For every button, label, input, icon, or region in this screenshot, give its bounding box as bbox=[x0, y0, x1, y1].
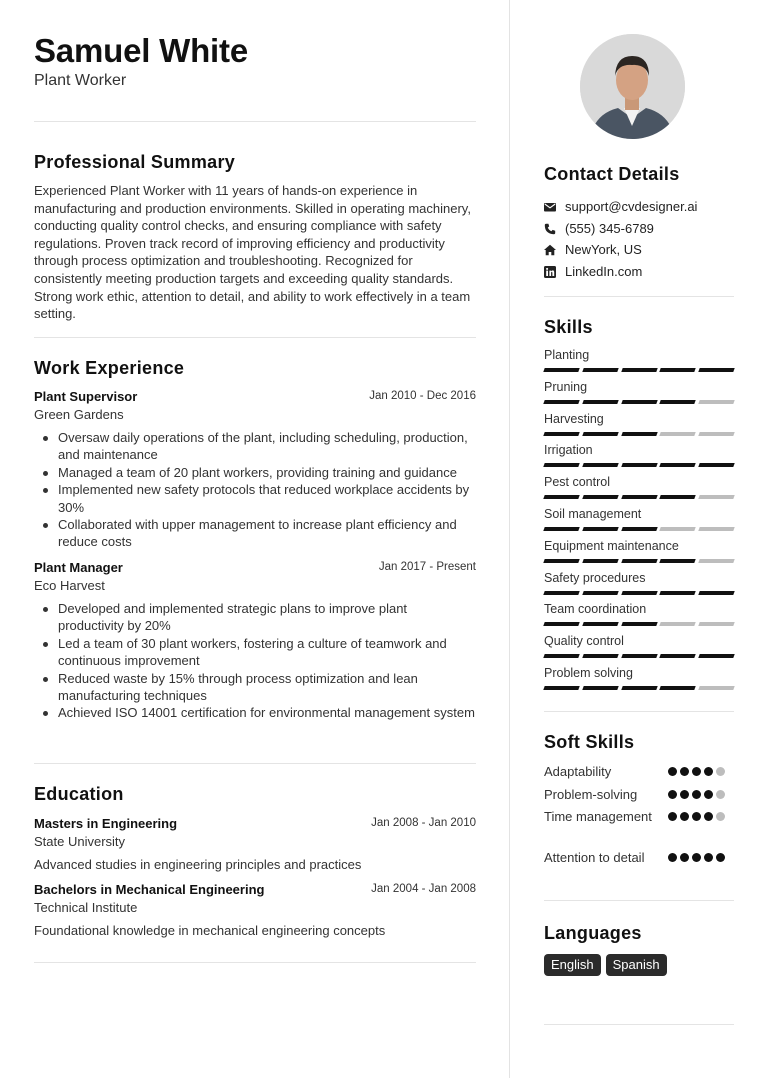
skill-level-bar bbox=[544, 686, 734, 690]
soft-skills-title: Soft Skills bbox=[544, 732, 635, 752]
skill-level-segment bbox=[621, 432, 657, 436]
skill-level-segment bbox=[660, 591, 696, 595]
contact-phone[interactable] bbox=[544, 220, 734, 240]
rating-dot bbox=[716, 767, 725, 776]
job-entry bbox=[34, 388, 476, 551]
skill-level-bar bbox=[544, 463, 734, 467]
skill-name: Harvesting bbox=[544, 411, 604, 426]
skill-name: Planting bbox=[544, 348, 590, 362]
soft-skill-item bbox=[544, 808, 734, 826]
contact-email[interactable] bbox=[544, 198, 734, 218]
rating-dot bbox=[704, 790, 713, 799]
column-divider bbox=[509, 0, 510, 1078]
job-bullet: Developed and implemented strategic plans to improve plant productivity by 20% bbox=[58, 600, 476, 635]
candidate-name: Samuel White bbox=[34, 32, 248, 69]
skill-level-segment bbox=[621, 400, 657, 404]
skill-level-segment bbox=[582, 432, 618, 436]
skill-item bbox=[544, 379, 734, 411]
skill-level-bar bbox=[544, 527, 734, 531]
skill-level-segment bbox=[660, 432, 696, 436]
skill-level-segment bbox=[621, 654, 657, 658]
education-dates: Jan 2008 - Jan 2010 bbox=[371, 817, 476, 829]
skill-level-segment bbox=[698, 527, 734, 531]
skill-level-segment bbox=[582, 559, 618, 563]
rating-dot bbox=[668, 853, 677, 862]
skill-level-segment bbox=[621, 686, 657, 690]
rating-dot bbox=[668, 767, 677, 776]
job-bullet: Managed a team of 20 plant workers, providing training and guidance bbox=[58, 464, 476, 481]
rating-dot bbox=[704, 767, 713, 776]
skill-level-segment bbox=[582, 527, 618, 531]
skill-level-segment bbox=[660, 559, 696, 563]
skill-level-segment bbox=[660, 686, 696, 690]
skill-level-segment bbox=[543, 400, 579, 404]
soft-skill-rating bbox=[668, 767, 725, 776]
languages-list bbox=[544, 954, 667, 976]
skill-level-segment bbox=[543, 432, 579, 436]
language-chip: English bbox=[544, 954, 601, 976]
skill-level-segment bbox=[543, 559, 579, 563]
skill-name: Problem solving bbox=[544, 666, 633, 680]
job-title: Plant Supervisor bbox=[34, 389, 138, 404]
skill-item bbox=[544, 570, 734, 602]
envelope-icon bbox=[544, 201, 556, 213]
skill-level-segment bbox=[621, 622, 657, 626]
education-description: Advanced studies in engineering principles and practices bbox=[34, 857, 362, 872]
languages-title: Languages bbox=[544, 923, 642, 943]
degree: Bachelors in Mechanical Engineering bbox=[34, 882, 265, 897]
rating-dot bbox=[692, 853, 701, 862]
skill-name: Irrigation bbox=[544, 443, 593, 458]
job-company: Eco Harvest bbox=[34, 578, 105, 593]
education-entry bbox=[34, 815, 476, 873]
soft-skill-item bbox=[544, 763, 734, 781]
soft-skill-rating bbox=[668, 790, 725, 799]
rating-dot bbox=[704, 853, 713, 862]
job-company: Green Gardens bbox=[34, 407, 124, 422]
soft-skill-rating bbox=[668, 853, 725, 862]
education-entry bbox=[34, 881, 476, 939]
skill-level-segment bbox=[543, 495, 579, 499]
contact-location bbox=[544, 241, 734, 261]
summary-title: Professional Summary bbox=[34, 152, 236, 172]
soft-skill-name: Time management bbox=[544, 809, 652, 824]
soft-skill-item bbox=[544, 786, 734, 804]
skill-level-segment bbox=[698, 654, 734, 658]
skill-level-segment bbox=[698, 495, 734, 499]
education-dates: Jan 2004 - Jan 2008 bbox=[371, 883, 476, 895]
skill-level-segment bbox=[698, 591, 734, 595]
profile-photo bbox=[580, 34, 685, 139]
person-portrait-icon bbox=[580, 34, 685, 139]
school: State University bbox=[34, 834, 126, 849]
soft-skill-item bbox=[544, 849, 734, 867]
degree: Masters in Engineering bbox=[34, 816, 178, 831]
rating-dot bbox=[716, 812, 725, 821]
skills-title: Skills bbox=[544, 317, 593, 337]
skill-level-bar bbox=[544, 559, 734, 563]
job-bullets bbox=[34, 429, 476, 551]
divider bbox=[544, 900, 734, 901]
skill-name: Pruning bbox=[544, 379, 588, 394]
skill-level-bar bbox=[544, 654, 734, 658]
job-bullets bbox=[34, 600, 476, 722]
job-bullet: Oversaw daily operations of the plant, including scheduling, production, and maintenance bbox=[58, 429, 476, 464]
skill-level-segment bbox=[621, 463, 657, 467]
skill-level-segment bbox=[660, 654, 696, 658]
rating-dot bbox=[716, 790, 725, 799]
rating-dot bbox=[680, 767, 689, 776]
divider bbox=[544, 296, 734, 297]
skill-level-segment bbox=[582, 654, 618, 658]
skill-level-bar bbox=[544, 432, 734, 436]
job-title: Plant Manager bbox=[34, 560, 123, 575]
rating-dot bbox=[680, 853, 689, 862]
divider bbox=[544, 711, 734, 712]
job-dates: Jan 2010 - Dec 2016 bbox=[369, 390, 476, 402]
skill-level-bar bbox=[544, 622, 734, 626]
skill-level-segment bbox=[660, 400, 696, 404]
skill-level-segment bbox=[582, 686, 618, 690]
rating-dot bbox=[680, 812, 689, 821]
soft-skill-rating bbox=[668, 812, 725, 821]
skill-level-segment bbox=[621, 495, 657, 499]
linkedin-icon bbox=[544, 266, 556, 278]
skill-level-segment bbox=[543, 686, 579, 690]
soft-skill-name: Attention to detail bbox=[544, 850, 645, 865]
skill-item bbox=[544, 411, 734, 443]
skill-name: Safety procedures bbox=[544, 570, 646, 585]
rating-dot bbox=[680, 790, 689, 799]
skill-level-segment bbox=[543, 463, 579, 467]
job-bullet: Collaborated with upper management to increase plant efficiency and reduce costs bbox=[58, 516, 476, 551]
phone-icon bbox=[544, 223, 556, 235]
skill-level-segment bbox=[621, 559, 657, 563]
skill-item bbox=[544, 442, 734, 474]
job-entry bbox=[34, 559, 476, 722]
skill-level-segment bbox=[621, 527, 657, 531]
rating-dot bbox=[692, 790, 701, 799]
skill-level-segment bbox=[582, 495, 618, 499]
rating-dot bbox=[704, 812, 713, 821]
skill-level-segment bbox=[582, 463, 618, 467]
contact-location-text: NewYork, US bbox=[565, 242, 642, 257]
home-icon bbox=[544, 244, 556, 256]
skill-name: Quality control bbox=[544, 634, 624, 649]
skill-level-segment bbox=[698, 559, 734, 563]
contact-title: Contact Details bbox=[544, 164, 680, 184]
contact-email-text: support@cvdesigner.ai bbox=[565, 199, 698, 214]
job-bullet: Achieved ISO 14001 certification for environmental management system bbox=[58, 705, 475, 721]
divider bbox=[34, 962, 476, 963]
skill-level-segment bbox=[698, 622, 734, 626]
skill-level-segment bbox=[543, 622, 579, 626]
skill-level-segment bbox=[582, 400, 618, 404]
skill-name: Pest control bbox=[544, 475, 611, 490]
candidate-role: Plant Worker bbox=[34, 72, 127, 89]
skill-level-bar bbox=[544, 591, 734, 595]
summary-text: Experienced Plant Worker with 11 years of hands-on experience in manufacturing and production environments. Skilled in operating machinery, conducting quality control checks, and ensuring compliance with safety regulations. Proven track record of improving efficiency and productivity through process optimization and troubleshooting. Recognized for consistently meeting production targets and exceeding quality standards. Strong work ethic, attention to detail, and ability to work effectively in a team setting. bbox=[34, 183, 471, 322]
experience-title: Work Experience bbox=[34, 358, 185, 378]
job-bullet: Reduced waste by 15% through process optimization and lean manufacturing techniques bbox=[58, 670, 476, 705]
skill-level-segment bbox=[543, 527, 579, 531]
skill-name: Team coordination bbox=[544, 602, 647, 617]
skill-level-segment bbox=[543, 654, 579, 658]
skill-level-segment bbox=[660, 527, 696, 531]
skill-level-bar bbox=[544, 368, 734, 372]
skill-level-segment bbox=[582, 368, 618, 372]
skill-level-segment bbox=[621, 368, 657, 372]
job-dates: Jan 2017 - Present bbox=[378, 561, 476, 573]
contact-linkedin-text: LinkedIn.com bbox=[565, 264, 643, 279]
skill-level-segment bbox=[582, 622, 618, 626]
language-chip: Spanish bbox=[606, 954, 667, 976]
job-bullet: Implemented new safety protocols that reduced workplace accidents by 30% bbox=[58, 481, 476, 516]
divider bbox=[34, 763, 476, 764]
skill-level-segment bbox=[543, 368, 579, 372]
skill-level-segment bbox=[660, 463, 696, 467]
skill-item bbox=[544, 665, 734, 697]
school: Technical Institute bbox=[34, 900, 138, 915]
skill-item bbox=[544, 347, 734, 379]
soft-skill-name: Adaptability bbox=[544, 764, 612, 779]
skill-item bbox=[544, 506, 734, 538]
rating-dot bbox=[692, 767, 701, 776]
skill-level-segment bbox=[660, 368, 696, 372]
rating-dot bbox=[668, 790, 677, 799]
skill-level-segment bbox=[621, 591, 657, 595]
skill-item bbox=[544, 538, 734, 570]
skill-level-segment bbox=[660, 622, 696, 626]
skill-level-segment bbox=[543, 591, 579, 595]
skill-name: Soil management bbox=[544, 507, 642, 521]
skill-level-segment bbox=[698, 432, 734, 436]
skill-item bbox=[544, 601, 734, 633]
contact-phone-text: (555) 345-6789 bbox=[565, 221, 654, 236]
skill-name: Equipment maintenance bbox=[544, 538, 679, 553]
divider bbox=[34, 121, 476, 122]
skill-level-segment bbox=[698, 400, 734, 404]
education-title: Education bbox=[34, 784, 124, 804]
contact-linkedin[interactable] bbox=[544, 263, 734, 283]
rating-dot bbox=[716, 853, 725, 862]
divider bbox=[34, 337, 476, 338]
skill-level-bar bbox=[544, 495, 734, 499]
skill-item bbox=[544, 474, 734, 506]
skill-level-segment bbox=[698, 463, 734, 467]
skill-level-segment bbox=[698, 686, 734, 690]
rating-dot bbox=[668, 812, 677, 821]
skill-level-segment bbox=[660, 495, 696, 499]
rating-dot bbox=[692, 812, 701, 821]
education-description: Foundational knowledge in mechanical engineering concepts bbox=[34, 923, 386, 938]
skill-item bbox=[544, 633, 734, 665]
skill-level-segment bbox=[698, 368, 734, 372]
divider bbox=[544, 1024, 734, 1025]
job-bullet: Led a team of 30 plant workers, fostering a culture of teamwork and continuous improvement bbox=[58, 635, 476, 670]
skill-level-segment bbox=[582, 591, 618, 595]
skill-level-bar bbox=[544, 400, 734, 404]
soft-skill-name: Problem-solving bbox=[544, 787, 638, 802]
